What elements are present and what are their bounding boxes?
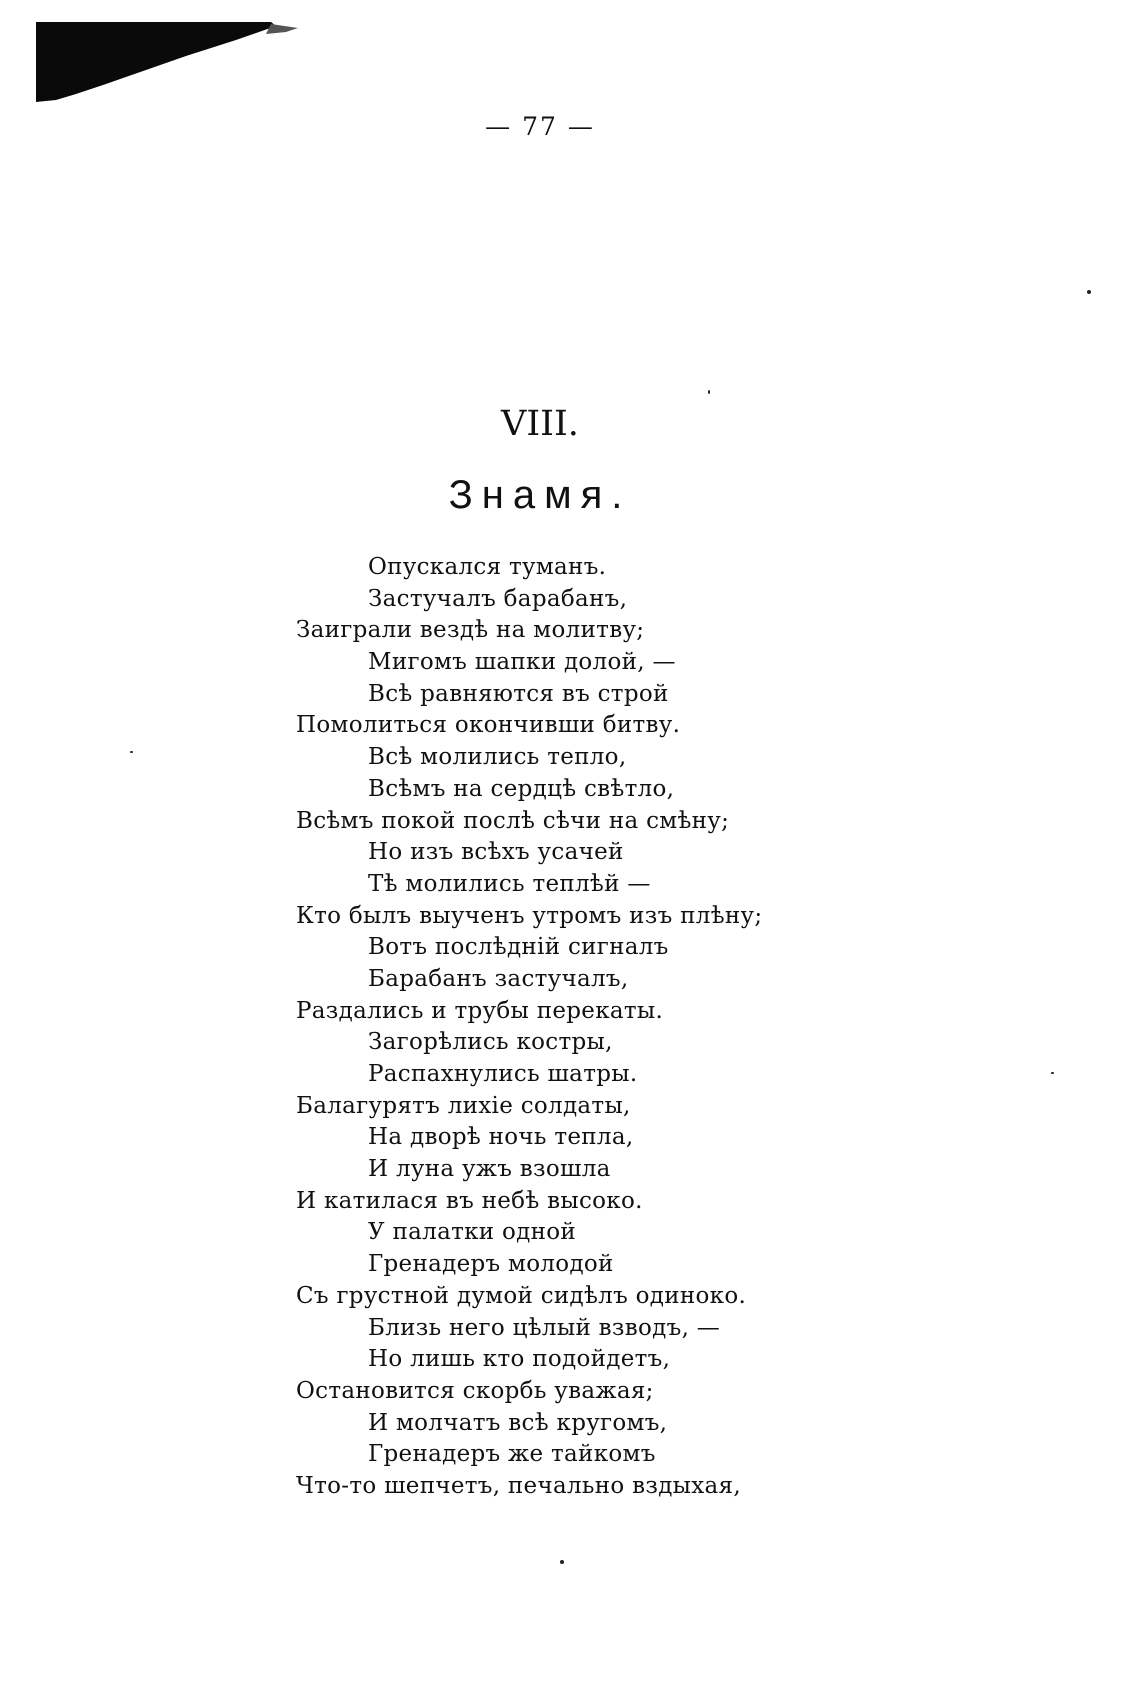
poem-line: У палатки одной <box>368 1219 577 1246</box>
poem-line: Распахнулись шатры. <box>368 1061 638 1087</box>
poem-line: И катилася въ небѣ высоко. <box>296 1187 643 1214</box>
poem-line: И молчатъ всѣ кругомъ, <box>368 1409 668 1436</box>
scan-speck <box>1051 1072 1054 1074</box>
poem-line: Мигомъ шапки долой, — <box>368 649 676 676</box>
poem-line: Всѣ молились тепло, <box>368 744 627 771</box>
poem-line: Близь него цѣлый взводъ, — <box>368 1314 721 1341</box>
poem-line: Съ грустной думой сидѣлъ одиноко. <box>296 1282 747 1309</box>
poem-line: Тѣ молились теплѣй — <box>368 870 651 897</box>
page-number: — 77 — <box>485 112 595 141</box>
chapter-number: VIII. <box>501 404 579 444</box>
poem-line: Раздались и трубы перекаты. <box>296 997 664 1024</box>
poem-line: Заиграли вездѣ на молитву; <box>296 617 645 644</box>
poem-body <box>296 552 1076 1503</box>
poem-line: Опускался туманъ. <box>368 554 607 580</box>
poem-line: Всѣ равняются въ строй <box>368 680 669 707</box>
poem-line: Всѣмъ на сердцѣ свѣтло, <box>368 775 675 802</box>
poem-line: Остановится скорбь уважая; <box>296 1377 654 1404</box>
scan-speck <box>708 390 710 394</box>
poem-line: Всѣмъ покой послѣ сѣчи на смѣну; <box>296 807 730 834</box>
scan-speck <box>1087 290 1091 294</box>
poem-line: Гренадеръ молодой <box>368 1251 614 1278</box>
poem-line: Помолиться окончивши битву. <box>296 712 681 739</box>
poem-line: Кто былъ выученъ утромъ изъ плѣну; <box>296 902 763 929</box>
poem-line: Балагурятъ лихiе солдаты, <box>296 1092 631 1119</box>
poem-line: Загорѣлись костры, <box>368 1029 613 1056</box>
poem-title: Знамя. <box>448 473 632 517</box>
poem-line: Вотъ послѣднiй сигналъ <box>368 934 669 961</box>
poem-line: Гренадеръ же тайкомъ <box>368 1441 656 1468</box>
poem-line: На дворѣ ночь тепла, <box>368 1124 634 1151</box>
poem-line: Барабанъ застучалъ, <box>368 965 629 992</box>
scan-speck <box>560 1560 564 1564</box>
poem-line: Но лишь кто подойдетъ, <box>368 1346 671 1373</box>
scan-speck <box>130 751 133 753</box>
poem-line: Застучалъ барабанъ, <box>368 585 628 612</box>
poem-line: Что-то шепчетъ, печально вздыхая, <box>296 1472 741 1499</box>
poem-line: Но изъ всѣхъ усачей <box>368 839 624 866</box>
poem-line: И луна ужъ взошла <box>368 1156 611 1183</box>
scan-ink-smudge <box>36 22 306 102</box>
